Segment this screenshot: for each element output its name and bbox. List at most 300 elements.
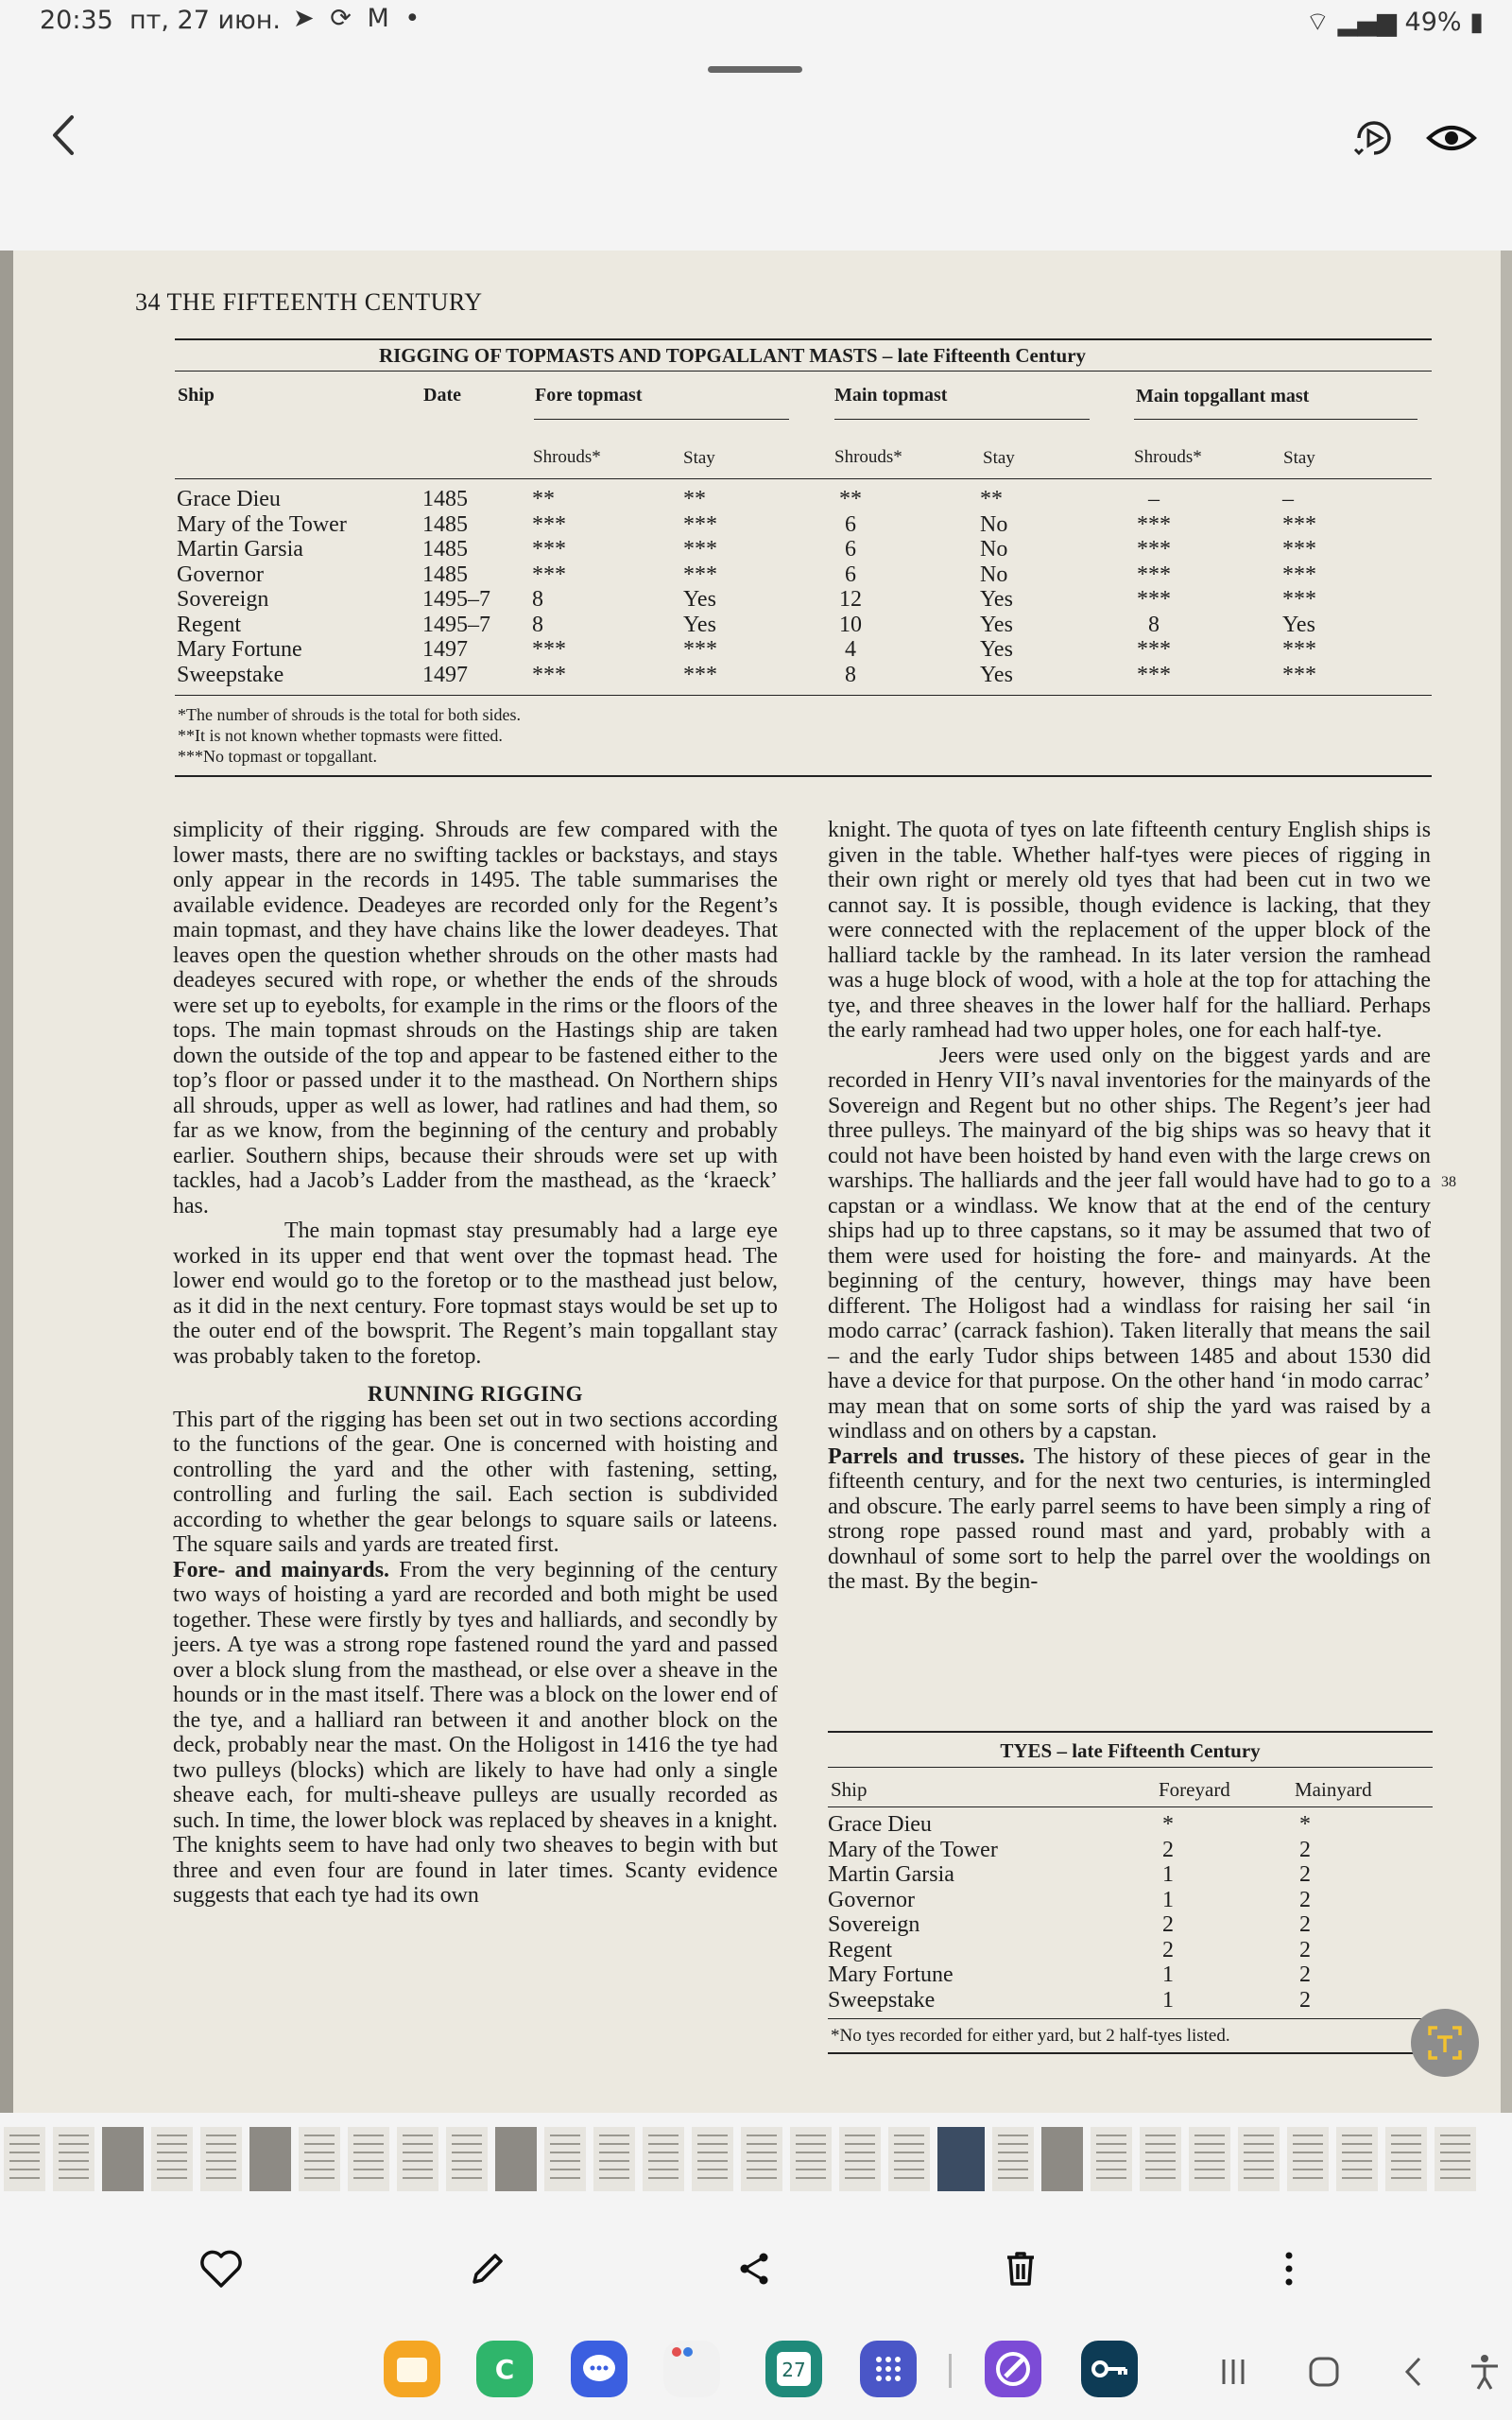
thumbnail-line <box>403 2135 433 2136</box>
thumbnail[interactable] <box>692 2127 733 2191</box>
thumbnail-line <box>697 2160 728 2162</box>
status-right <box>1306 6 1484 38</box>
thumbnail-line <box>648 2169 679 2170</box>
thumbnail-line <box>452 2160 482 2162</box>
thumbnail[interactable] <box>1091 2127 1132 2191</box>
gmail-icon: M <box>367 4 393 33</box>
thumbnail-line <box>1244 2160 1274 2162</box>
thumbnail-line <box>9 2152 40 2153</box>
table-row: Governor 1485 *** *** 6 No *** *** <box>177 562 1316 587</box>
tyes-table-title: TYES – late Fifteenth Century <box>1000 1739 1261 1762</box>
subheader-stay: Stay <box>1283 448 1315 468</box>
thumbnail-line <box>353 2135 384 2136</box>
status-time: 20:35 пт, 27 июн. <box>40 6 281 35</box>
thumbnail-line <box>599 2152 629 2153</box>
thumbnail-line <box>747 2143 777 2145</box>
recents-icon <box>1210 2348 1257 2395</box>
thumbnail-line <box>1440 2152 1470 2153</box>
thumbnail[interactable] <box>643 2127 684 2191</box>
rigging-table-title: RIGGING OF TOPMASTS AND TOPGALLANT MASTS – late Fifteenth Century <box>378 344 1087 367</box>
thumbnail[interactable] <box>544 2127 586 2191</box>
thumbnail-line <box>845 2177 875 2179</box>
thumbnail-line <box>1194 2177 1225 2179</box>
thumbnail-strip[interactable] <box>0 2118 1512 2203</box>
back-nav-button[interactable] <box>1391 2348 1438 2395</box>
back-nav-icon <box>1391 2348 1438 2395</box>
thumbnail-line <box>59 2177 89 2179</box>
thumbnail-line <box>1293 2177 1323 2179</box>
table-row: Sweepstake 1497 *** *** 8 Yes *** *** <box>177 662 1316 687</box>
rigging-table-body <box>175 487 1432 687</box>
wifi-icon: ⌔ <box>1305 8 1331 37</box>
paragraph: Jeers were used only on the biggest yards and are recorded in Henry VII’s naval inventories for the mainyards of the Sovereign and Regent but no other ships. The Regent’s jeer had three pulleys. The mainyard of the big ships was so heavy that it could not have been hoisted by hand even with the large crews on warships. The halliards and the jeer fall would have had to go to a capstan or a windlass. We know that at the end of the century ships had up to three capstans, so it may be assumed that two of them were used for hoisting the fore- and mainyards. At the beginning of the century, however, things may have been different. The Holigost had a windlass for raising her sail ‘in modo carrac’ (carrack fashion). Taken literally that means the sail – and the early Tudor ships between 1485 and about 1530 did have a device for that purpose. On the other hand ‘in modo carrac’ may mean that on some sorts of ship the yard was raised by a windlass and on others by a capstan. <box>828 1043 1431 1443</box>
thumbnail[interactable] <box>299 2127 340 2191</box>
thumbnail-line <box>206 2143 236 2145</box>
running-head: 34 THE FIFTEENTH CENTURY <box>135 288 483 316</box>
edit-button[interactable] <box>459 2240 516 2297</box>
thumbnail-line <box>1293 2169 1323 2170</box>
paragraph: knight. The quota of tyes on late fifteenth century English ships is given in the table. Whether half-tyes were pieces of rigging in their own right or merely old tyes that had been cut in two we cannot say. It is possible, though evidence is lacking, that they were connected with the replacement of the upper block of the halliard tackle by the ramhead. In its later version the ramhead was a huge block of wood, with a hole at the top for attaching the tye, and three sheaves in the lower half for the halliard. Perhaps the early ramhead had two upper holes, one for each half-tye. <box>828 818 1431 1043</box>
col-header-main-topmast: Main topmast <box>834 385 948 406</box>
thumbnail-line <box>1342 2169 1372 2170</box>
thumbnail-line <box>304 2160 335 2162</box>
thumbnail[interactable] <box>446 2127 488 2191</box>
multi-app-folder[interactable] <box>663 2341 720 2397</box>
messages-app[interactable] <box>571 2341 627 2397</box>
thumbnail-line <box>9 2177 40 2179</box>
thumbnail-line <box>1145 2169 1176 2170</box>
thumbnail-line <box>1096 2160 1126 2162</box>
thumbnail-line <box>599 2160 629 2162</box>
thumbnail-line <box>353 2169 384 2170</box>
thumbnail-line <box>353 2177 384 2179</box>
thumbnail-line <box>304 2152 335 2153</box>
rigging-table-notes <box>178 704 521 767</box>
thumbnail-line <box>403 2169 433 2170</box>
thumbnail-line <box>157 2143 187 2145</box>
thumbnail-line <box>1145 2177 1176 2179</box>
thumbnail[interactable] <box>1189 2127 1230 2191</box>
table-rule <box>1134 419 1418 420</box>
home-button[interactable] <box>1300 2348 1348 2395</box>
thumbnail[interactable] <box>1385 2127 1427 2191</box>
col-header-ship: Ship <box>831 1778 868 1801</box>
thumbnail-line <box>1145 2135 1176 2136</box>
calendar-icon: 27 <box>777 2352 811 2386</box>
thumbnail-line <box>845 2143 875 2145</box>
thumbnail-line <box>648 2152 679 2153</box>
thumbnail-line <box>1440 2177 1470 2179</box>
trash-icon <box>992 2240 1049 2297</box>
thumbnail-line <box>452 2152 482 2153</box>
thumbnail[interactable] <box>1336 2127 1378 2191</box>
thumbnail-line <box>1440 2143 1470 2145</box>
thumbnail[interactable] <box>348 2127 389 2191</box>
thumbnail-line <box>894 2169 924 2170</box>
favorite-button[interactable] <box>193 2240 249 2297</box>
thumbnail-line <box>353 2160 384 2162</box>
thumbnail-line <box>845 2160 875 2162</box>
thumbnail-line <box>648 2143 679 2145</box>
thumbnail-line <box>747 2152 777 2153</box>
thumbnail-line <box>304 2177 335 2179</box>
thumbnail-line <box>1194 2143 1225 2145</box>
thumbnail[interactable] <box>1287 2127 1329 2191</box>
thumbnail-line <box>894 2160 924 2162</box>
table-row: Sweepstake 1 2 <box>828 1987 1311 2013</box>
thumbnail-line <box>206 2152 236 2153</box>
thumbnail[interactable] <box>53 2127 94 2191</box>
thumbnail[interactable] <box>397 2127 438 2191</box>
tyes-table-body <box>828 1812 1433 2013</box>
thumbnail[interactable] <box>1238 2127 1280 2191</box>
thumbnail-line <box>998 2143 1028 2145</box>
thumbnail-line <box>452 2135 482 2136</box>
thumbnail-line <box>550 2143 580 2145</box>
table-rule <box>175 695 1432 696</box>
calendar-app[interactable] <box>765 2341 822 2397</box>
table-rule <box>175 775 1432 777</box>
thumbnail-line <box>1440 2169 1470 2170</box>
thumbnail-line <box>157 2135 187 2136</box>
thumbnail-line <box>9 2143 40 2145</box>
thumbnail-line <box>998 2152 1028 2153</box>
thumbnail-line <box>998 2169 1028 2170</box>
thumbnail-line <box>1440 2160 1470 2162</box>
thumbnail[interactable] <box>790 2127 832 2191</box>
thumbnail-line <box>403 2160 433 2162</box>
thumbnail-line <box>550 2160 580 2162</box>
thumbnail-line <box>998 2135 1028 2136</box>
thumbnail-line <box>747 2135 777 2136</box>
thumbnail-line <box>550 2177 580 2179</box>
text-extract-button[interactable] <box>1411 2009 1479 2077</box>
thumbnail[interactable] <box>937 2127 985 2191</box>
thumbnail-line <box>59 2169 89 2170</box>
thumbnail-line <box>353 2152 384 2153</box>
table-note: ***No topmast or topgallant. <box>178 747 377 766</box>
paragraph: simplicity of their rigging. Shrouds are few compared with the lower masts, there are no swifting tackles or backstays, and stays only appear in the records in 1495. The table summarises the available evidence. Deadeyes are recorded only for the Regent’s main topmast, and they have chains like the lower deadeyes. That leaves open the question whether shrouds on the other masts had deadeyes secured with rope, or whether the ends of the shrouds were set up to eyebolts, for example in the rims or the floors of the tops. The main topmast shrouds on the Hastings ship are taken down the outside of the top and appear to be fastened either to the top’s floor or passed under it to the masthead. On Northern ships all shrouds, upper as well as lower, had ratlines and had them, so far as we know, from the beginning of the century and probably earlier. Southern ships, because their shrouds were set up with tackles, had a Jacob’s Ladder from the masthead, as the ‘kraeck’ has. <box>173 818 778 1219</box>
remaster-icon <box>1349 113 1399 163</box>
document-page[interactable] <box>0 251 1512 2113</box>
thumbnail-line <box>1293 2143 1323 2145</box>
thumbnail[interactable] <box>1140 2127 1181 2191</box>
thumbnail-line <box>403 2152 433 2153</box>
thumbnail-line <box>894 2143 924 2145</box>
thumbnail[interactable] <box>151 2127 193 2191</box>
thumbnail-line <box>796 2169 826 2170</box>
thumbnail-line <box>747 2169 777 2170</box>
thumbnail-line <box>206 2135 236 2136</box>
thumbnail-line <box>9 2169 40 2170</box>
share-button[interactable] <box>726 2240 782 2297</box>
accessibility-icon <box>1461 2348 1508 2395</box>
thumbnail-line <box>403 2143 433 2145</box>
thumbnail-line <box>206 2177 236 2179</box>
thumbnail-line <box>796 2135 826 2136</box>
remaster-button[interactable] <box>1349 113 1399 163</box>
thumbnail-line <box>452 2169 482 2170</box>
thumbnail-line <box>1391 2143 1421 2145</box>
page-edge <box>1501 251 1512 2113</box>
thumbnail-line <box>998 2177 1028 2179</box>
edit-icon <box>459 2240 516 2297</box>
svg-text:C: C <box>494 2354 515 2385</box>
thumbnail[interactable] <box>1435 2127 1476 2191</box>
thumbnail-line <box>1244 2152 1274 2153</box>
thumbnail-line <box>845 2169 875 2170</box>
back-icon <box>45 112 83 159</box>
app-drawer-icon <box>860 2341 917 2397</box>
table-row: Governor 1 2 <box>828 1887 1311 1912</box>
my-files-icon <box>384 2341 440 2397</box>
subheader-shrouds: Shrouds* <box>1134 447 1202 467</box>
thumbnail-line <box>1342 2143 1372 2145</box>
subheader-stay: Stay <box>983 448 1015 468</box>
col-header-date: Date <box>423 385 461 406</box>
margin-note-number: 38 <box>1441 1174 1456 1190</box>
paragraph-lead: Fore- and mainyards. <box>173 1557 389 1582</box>
section-heading: RUNNING RIGGING <box>368 1382 583 1406</box>
table-note: **It is not known whether topmasts were fitted. <box>178 726 503 745</box>
thumbnail-line <box>206 2160 236 2162</box>
table-rule <box>828 2052 1433 2054</box>
more-options-button[interactable] <box>1261 2240 1317 2297</box>
paint-app[interactable] <box>985 2341 1041 2397</box>
dot-icon: • <box>404 4 424 33</box>
paragraph-lead: Parrels and trusses. <box>828 1443 1025 1469</box>
thumbnail-line <box>1244 2177 1274 2179</box>
app-drawer[interactable] <box>860 2341 917 2397</box>
thumbnail-line <box>1391 2160 1421 2162</box>
thumbnail-line <box>747 2177 777 2179</box>
thumbnail-line <box>304 2143 335 2145</box>
thumbnail[interactable] <box>249 2127 291 2191</box>
thumbnail[interactable] <box>888 2127 930 2191</box>
thumbnail[interactable] <box>1041 2127 1083 2191</box>
signal-icon: ▂▄▆ <box>1337 8 1397 37</box>
table-row: Regent 1495–7 8 Yes 10 Yes 8 Yes <box>177 612 1315 637</box>
thumbnail-line <box>157 2160 187 2162</box>
thumbnail[interactable] <box>4 2127 45 2191</box>
paragraph <box>173 1558 778 1909</box>
table-row: Sovereign 1495–7 8 Yes 12 Yes *** *** <box>177 587 1316 612</box>
table-rule <box>534 419 789 420</box>
thumbnail-line <box>59 2135 89 2136</box>
subheader-stay: Stay <box>683 448 715 468</box>
table-row: Mary Fortune 1 2 <box>828 1962 1311 1987</box>
paragraph <box>828 1444 1431 1595</box>
thumbnail-line <box>403 2177 433 2179</box>
paint-icon <box>985 2341 1041 2397</box>
thumbnail-line <box>1145 2160 1176 2162</box>
page-edge <box>0 251 13 2113</box>
table-rule <box>175 371 1432 372</box>
thumbnail-line <box>157 2152 187 2153</box>
dock-separator <box>949 2354 952 2388</box>
thumbnail[interactable] <box>495 2127 537 2191</box>
thumbnail-line <box>747 2160 777 2162</box>
table-row: Mary Fortune 1497 *** *** 4 Yes *** *** <box>177 637 1316 662</box>
thumbnail-line <box>157 2177 187 2179</box>
table-row: Grace Dieu 1485 ** ** ** ** – – <box>177 487 1294 511</box>
eye-icon <box>1425 117 1478 159</box>
thumbnail-line <box>1244 2169 1274 2170</box>
thumbnail-line <box>599 2177 629 2179</box>
thumbnail-line <box>796 2160 826 2162</box>
share-icon <box>726 2240 782 2297</box>
heart-icon <box>193 2240 249 2297</box>
thumbnail-line <box>697 2152 728 2153</box>
thumbnail-line <box>59 2160 89 2162</box>
notification-icons <box>293 4 423 33</box>
thumbnail-line <box>452 2177 482 2179</box>
recent-apps-button[interactable] <box>1210 2348 1257 2395</box>
thumbnail-line <box>1194 2160 1225 2162</box>
thumbnail[interactable] <box>200 2127 242 2191</box>
home-icon <box>1300 2348 1348 2395</box>
table-row: Grace Dieu * * <box>828 1812 1311 1837</box>
col-header-fore-topmast: Fore topmast <box>535 385 643 406</box>
thumbnail-line <box>1391 2177 1421 2179</box>
subheader-shrouds: Shrouds* <box>533 447 601 467</box>
thumbnail-line <box>648 2160 679 2162</box>
thumbnail-line <box>9 2160 40 2162</box>
thumbnail-line <box>1194 2135 1225 2136</box>
messages-icon <box>571 2341 627 2397</box>
text-column-left <box>173 818 778 1909</box>
table-row: Martin Garsia 1485 *** *** 6 No *** *** <box>177 537 1316 562</box>
thumbnail-line <box>1096 2169 1126 2170</box>
table-rule <box>828 1767 1433 1768</box>
more-icon <box>1261 2240 1317 2297</box>
phone-app[interactable] <box>476 2341 533 2397</box>
table-row: Mary of the Tower 1485 *** *** 6 No *** *** <box>177 511 1316 537</box>
delete-button[interactable] <box>992 2240 1049 2297</box>
thumbnail-line <box>1194 2152 1225 2153</box>
thumbnail-line <box>1244 2135 1274 2136</box>
thumbnail-line <box>59 2143 89 2145</box>
table-rule <box>828 1731 1433 1733</box>
thumbnail-line <box>697 2143 728 2145</box>
thumbnail-line <box>1096 2143 1126 2145</box>
thumbnail-line <box>353 2143 384 2145</box>
thumbnail-line <box>304 2135 335 2136</box>
thumbnail-line <box>599 2169 629 2170</box>
thumbnail-line <box>697 2135 728 2136</box>
thumbnail-line <box>845 2152 875 2153</box>
thumbnail[interactable] <box>741 2127 782 2191</box>
paragraph-text: The history of these pieces of gear in the fifteenth century, and for the next two centuries, is intermingled and obscure. The early parrel seems to have been simply a ring of strong rope passed round mast and yard, probably with a downhaul of some sort to help the parrel over the wooldings on the mast. By the begin- <box>828 1443 1431 1594</box>
phone-icon <box>476 2341 533 2397</box>
status-date: пт, 27 июн. <box>129 6 281 35</box>
col-header-ship: Ship <box>178 385 215 406</box>
thumbnail-line <box>894 2152 924 2153</box>
paragraph-text: From the very beginning of the century two ways of hoisting a yard are recorded and both might be used together. These were firstly by tyes and halliards, and secondly by jeers. A tye was a strong rope fastened round the yard and passed over a block slung from the masthead, or else over a sheave in the hounds or in the mast itself. There was a block on the lower end of the tye, and a halliard ran between it and another block on the deck, probably near the mast. On the Holigost in 1416 the tye had two pulleys (blocks) which are likely to have had only a single sheave each, for multi-sheave pulleys are usually recorded as such. In time, the lower block was replaced by sheaves in a knight. The knights seem to have had only two sheaves to begin with but three and even four are found in later times. Scanty evidence suggests that each tye had its own <box>173 1557 778 1908</box>
thumbnail-line <box>1293 2152 1323 2153</box>
thumbnail-line <box>1096 2152 1126 2153</box>
multiapp-icon <box>663 2341 720 2397</box>
thumbnail[interactable] <box>593 2127 635 2191</box>
thumbnail-line <box>697 2169 728 2170</box>
thumbnail-line <box>894 2135 924 2136</box>
table-row: Martin Garsia 1 2 <box>828 1862 1311 1887</box>
table-rule <box>828 1806 1433 1807</box>
view-button[interactable] <box>1425 117 1478 159</box>
col-header-foreyard: Foreyard <box>1159 1778 1230 1801</box>
passkey-icon <box>1081 2341 1138 2397</box>
thumbnail-line <box>998 2160 1028 2162</box>
table-rule <box>834 419 1090 420</box>
back-button[interactable] <box>45 112 83 159</box>
thumbnail-line <box>1342 2160 1372 2162</box>
thumbnail-line <box>1391 2169 1421 2170</box>
thumbnail-line <box>1096 2135 1126 2136</box>
col-header-main-topgallant: Main topgallant mast <box>1136 386 1310 406</box>
thumbnail-line <box>550 2152 580 2153</box>
thumbnail-line <box>796 2177 826 2179</box>
thumbnail-line <box>1293 2160 1323 2162</box>
text-column-right <box>828 818 1431 1595</box>
table-row: Mary of the Tower 2 2 <box>828 1837 1311 1862</box>
table-row: Sovereign 2 2 <box>828 1912 1311 1937</box>
thumbnail-line <box>648 2177 679 2179</box>
table-row: Regent 2 2 <box>828 1937 1311 1962</box>
table-note: *The number of shrouds is the total for both sides. <box>178 705 521 724</box>
thumbnail-line <box>894 2177 924 2179</box>
drag-handle[interactable] <box>708 66 802 73</box>
thumbnail-line <box>1342 2177 1372 2179</box>
thumbnail-line <box>9 2135 40 2136</box>
thumbnail[interactable] <box>839 2127 881 2191</box>
thumbnail-line <box>1440 2135 1470 2136</box>
thumbnail-line <box>1391 2152 1421 2153</box>
thumbnail-line <box>1342 2135 1372 2136</box>
tyes-table-note: *No tyes recorded for either yard, but 2 half-tyes listed. <box>831 2026 1230 2046</box>
col-header-mainyard: Mainyard <box>1295 1778 1372 1801</box>
text-extract-icon <box>1411 2009 1479 2077</box>
thumbnail-line <box>1145 2152 1176 2153</box>
paragraph: This part of the rigging has been set out in two sections according to the functions of the gear. One is concerned with hoisting and controlling the yard and the other with fastening, setting, controlling and furling the sail. Each section is subdivided according to whether the gear belongs to square sails or lateens. The square sails and yards are treated first. <box>173 1407 778 1557</box>
passkey-app[interactable] <box>1081 2341 1138 2397</box>
battery-icon: ▮ <box>1469 8 1484 37</box>
thumbnail-line <box>599 2143 629 2145</box>
thumbnail-line <box>796 2152 826 2153</box>
thumbnail-line <box>845 2135 875 2136</box>
thumbnail-line <box>648 2135 679 2136</box>
thumbnail-line <box>304 2169 335 2170</box>
thumbnail-line <box>550 2135 580 2136</box>
status-bar <box>0 0 1512 53</box>
thumbnail-line <box>1145 2143 1176 2145</box>
telegram-icon: ➤ <box>293 4 318 33</box>
thumbnail[interactable] <box>102 2127 144 2191</box>
thumbnail-line <box>452 2143 482 2145</box>
paragraph: The main topmast stay presumably had a large eye worked in its upper end that went over the topmast head. The lower end would go to the foretop or to the masthead just below, as it did in the next century. Fore topmast stays would be set up to the outer end of the bowsprit. The Regent’s main topgallant stay was probably taken to the foretop. <box>173 1219 778 1369</box>
thumbnail-line <box>1342 2152 1372 2153</box>
thumbnail-line <box>550 2169 580 2170</box>
table-rule <box>828 2018 1433 2019</box>
accessibility-button[interactable] <box>1461 2348 1508 2395</box>
thumbnail-line <box>697 2177 728 2179</box>
my-files-app[interactable] <box>384 2341 440 2397</box>
thumbnail-line <box>1096 2177 1126 2179</box>
thumbnail-line <box>1293 2135 1323 2136</box>
thumbnail[interactable] <box>992 2127 1034 2191</box>
thumbnail-line <box>796 2143 826 2145</box>
subheader-shrouds: Shrouds* <box>834 447 902 467</box>
table-rule <box>175 478 1432 479</box>
